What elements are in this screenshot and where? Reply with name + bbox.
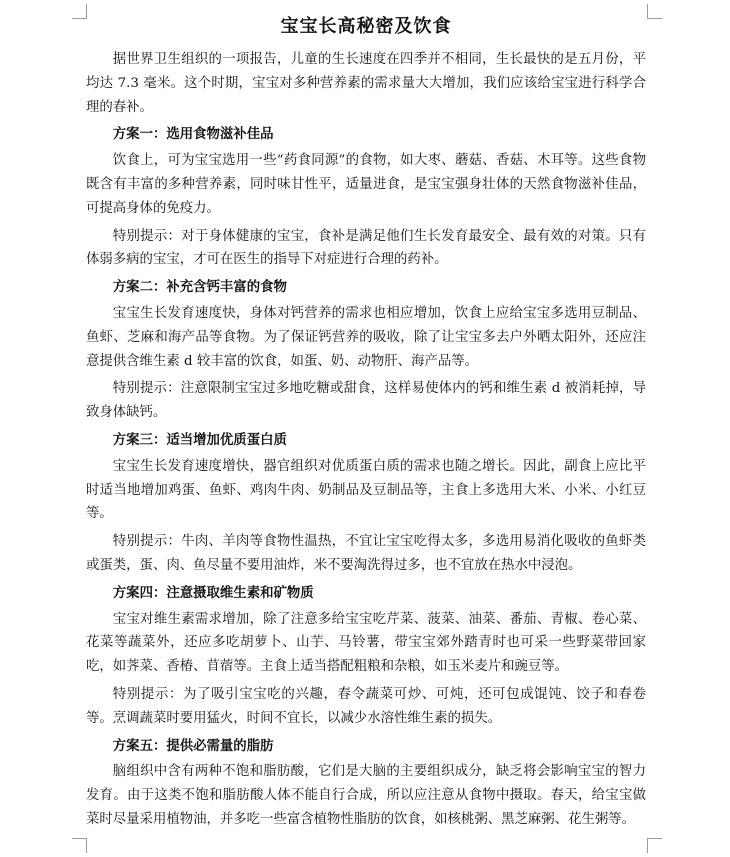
document-title: 宝宝长高秘密及饮食 <box>280 16 452 37</box>
body-paragraph: 宝宝对维生素需求增加，除了注意多给宝宝吃芹菜、菠菜、油菜、番茄、青椒、卷心菜、花菜等蔬菜外，还应多吃胡萝卜、山芋、马铃薯，带宝宝郊外踏青时也可采一些野菜带回家吃，如荠菜、香椿、苜蓿等。主食上适当搭配粗粮和杂粮，如玉米麦片和豌豆等。 <box>86 611 646 675</box>
section-heading-1: 方案一：选用食物滋补佳品 <box>112 126 274 143</box>
body-paragraph: 宝宝生长发育速度快，身体对钙营养的需求也相应增加，饮食上应给宝宝多选用豆制品、鱼虾、芝麻和海产品等食物。为了保证钙营养的吸收，除了让宝宝多去户外晒太阳外，还应注意提供含维生素 d 较丰富的饮食，如蛋、奶、动物肝、海产品等。 <box>86 305 646 369</box>
body-paragraph: 饮食上，可为宝宝选用一些“药食同源”的食物，如大枣、蘑菇、香菇、木耳等。这些食物既含有丰富的多种营养素，同时味甘性平，适量进食，是宝宝强身壮体的天然食物滋补佳品，可提高身体的免疫力。 <box>86 153 646 216</box>
section-heading-5: 方案五：提供必需量的脂肪 <box>112 737 274 754</box>
page-corner-mark-bottom-right <box>647 838 662 853</box>
tip-paragraph: 特别提示：牛肉、羊肉等食物性温热，不宜让宝宝吃得太多，多选用易消化吸收的鱼虾类或蛋类，蛋、肉、鱼尽量不要用油炸，米不要淘洗得过多，也不宜放在热水中浸泡。 <box>86 534 646 573</box>
tip-paragraph: 特别提示：为了吸引宝宝吃的兴趣，春令蔬菜可炒、可炖，还可包成馄饨、饺子和春卷等。烹调蔬菜时要用猛火，时间不宜长，以减少水溶性维生素的损失。 <box>86 686 646 726</box>
section-heading-4: 方案四：注意摄取维生素和矿物质 <box>112 584 314 601</box>
section-heading-3: 方案三：适当增加优质蛋白质 <box>112 431 287 448</box>
tip-paragraph: 特别提示：注意限制宝宝过多地吃糖或甜食，这样易使体内的钙和维生素 d 被消耗掉，导致身体缺钙。 <box>86 381 646 421</box>
document-body <box>86 48 646 832</box>
body-paragraph: 宝宝生长发育速度增快，器官组织对优质蛋白质的需求也随之增长。因此，副食上应比平时适当地增加鸡蛋、鱼虾、鸡肉牛肉、奶制品及豆制品等，主食上多选用大米、小米、小红豆等。 <box>86 458 646 522</box>
body-paragraph: 脑组织中含有两种不饱和脂肪酸，它们是大脑的主要组织成分，缺乏将会影响宝宝的智力发育。由于这类不饱和脂肪酸人体不能自行合成，所以应注意从食物中摄取。春天，给宝宝做菜时尽量采用植物油，并多吃一些富含植物性脂肪的饮食，如核桃粥、黑芝麻粥、花生粥等。 <box>86 764 646 827</box>
page-corner-mark-bottom-left <box>72 838 87 853</box>
document-content[interactable] <box>86 14 646 836</box>
page-corner-mark-top-left <box>72 4 87 19</box>
tip-paragraph: 特别提示：对于身体健康的宝宝，食补是满足他们生长发育最安全、最有效的对策。只有体弱多病的宝宝，才可在医生的指导下对症进行合理的药补。 <box>86 228 646 268</box>
intro-paragraph: 据世界卫生组织的一项报告，儿童的生长速度在四季并不相同，生长最快的是五月份，平均达 7.3 毫米。这个时期，宝宝对多种营养素的需求量大大增加，我们应该给宝宝进行科学合理的春补。 <box>86 52 646 115</box>
section-heading-2: 方案二：补充含钙丰富的食物 <box>112 279 287 296</box>
page-corner-mark-top-right <box>647 4 662 19</box>
